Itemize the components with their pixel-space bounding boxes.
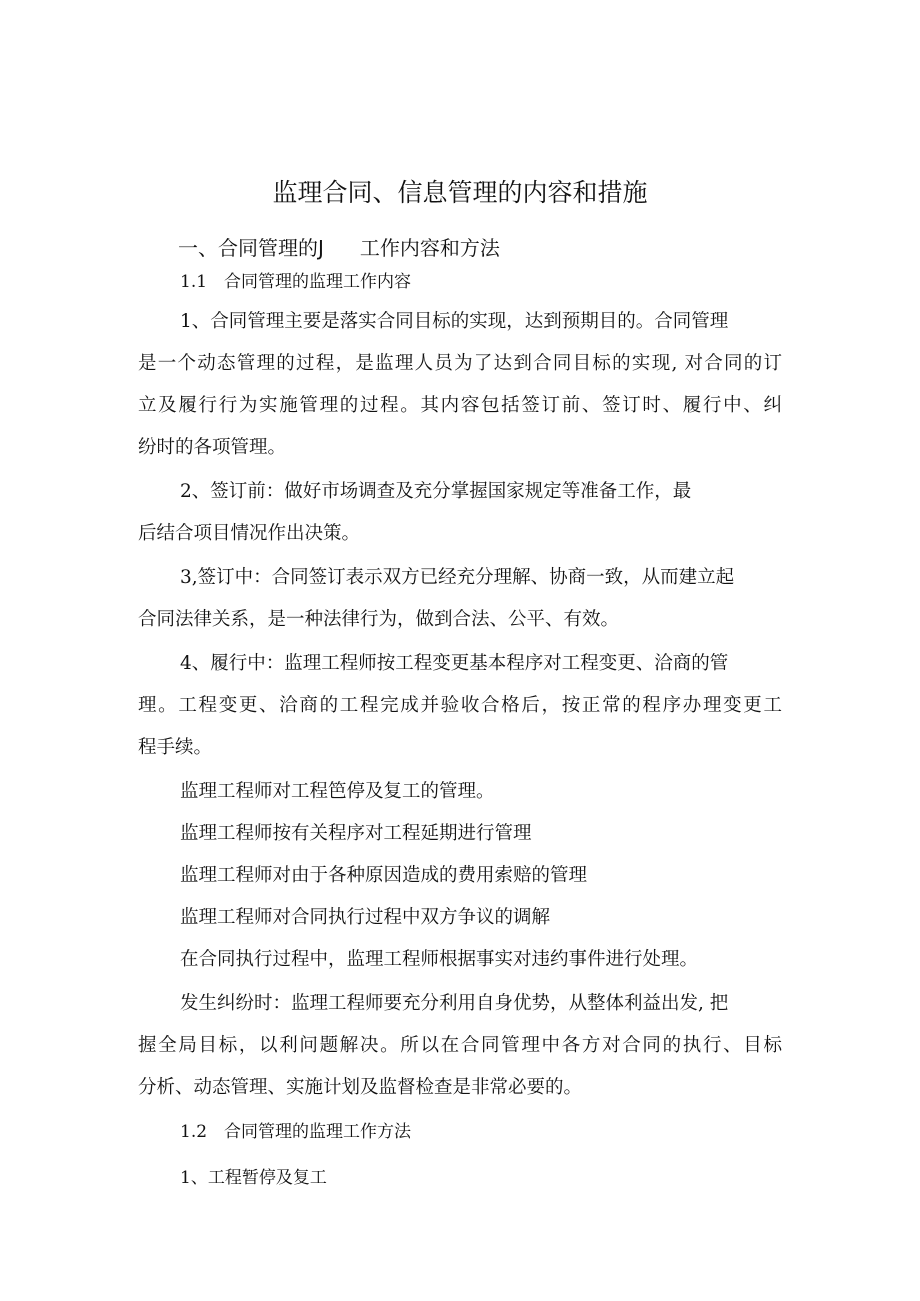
- paragraph-5-line-3: 分析、动态管理、实施计划及监督检查是非常必要的。: [138, 1077, 583, 1098]
- paragraph-4-line-1: 4、履行中：监理工程师按工程变更基本程序对工程变更、洽商的管: [180, 653, 729, 674]
- subsection-label: 合同管理的监理工作方法: [224, 1122, 411, 1142]
- list-item: 监理工程师对工程笆停及复工的管理。: [180, 781, 495, 802]
- list-item: 监理工程师对由于各种原因造成的费用索赔的管理: [180, 865, 588, 886]
- section-heading-1-part-a: 一、合同管理的J: [178, 236, 324, 260]
- paragraph-1-line-2: 是一个动态管理的过程，是监理人员为了达到合同目标的实现, 对合同的订: [138, 353, 782, 374]
- paragraph-1-line-1: 1、合同管理主要是落实合同目标的实现，达到预期目的。合同管理: [180, 311, 729, 332]
- subsection-number: 1.2: [180, 1122, 208, 1142]
- subsection-heading-1-1: [180, 266, 824, 298]
- paragraph-1-line-4: 纷时的各项管理。: [138, 437, 287, 458]
- paragraph-4-line-2: 理。工程变更、洽商的工程完成并验收合格后，按正常的程序办理变更工: [138, 695, 782, 716]
- list-item: 监理工程师对合同执行过程中双方争议的调解: [180, 907, 551, 928]
- subsection-number: 1.1: [180, 272, 208, 292]
- paragraph-1-line-3: 立及履行行为实施管理的过程。其内容包括签订前、签订时、履行中、纠: [138, 395, 782, 416]
- subsection-heading-1-2: [180, 1116, 824, 1148]
- paragraph-3-line-1: 3,签订中：合同签订表示双方已经充分理解、协商一致，从而建立起: [180, 567, 735, 588]
- list-item: 在合同执行过程中，监理工程师根据事实对违约事件进行处理。: [180, 949, 699, 970]
- section-heading-1-part-b: 工作内容和方法: [359, 236, 500, 260]
- paragraph-4-line-3: 程手续。: [138, 737, 213, 758]
- paragraph-5-line-2: 握全局目标，以利问题解决。所以在合同管理中各方对合同的执行、目标: [138, 1035, 782, 1056]
- section-heading-1: [178, 233, 500, 263]
- subsection-label: 合同管理的监理工作内容: [224, 272, 411, 292]
- paragraph-2-line-2: 后结合项目情况作出决策。: [138, 523, 361, 544]
- paragraph-3-line-2: 合同法律关系，是一种法律行为，做到合法、公平、有效。: [138, 609, 620, 630]
- paragraph-2-line-1: 2、签订前：做好市场调查及充分掌握国家规定等准备工作，最: [180, 481, 692, 502]
- paragraph-5-line-1: 发生纠纷时：监理工程师要充分利用自身优势，从整体利益出发, 把: [180, 993, 729, 1014]
- list-item: 监理工程师按有关程序对工程延期进行管理: [180, 823, 532, 844]
- document-title: 监理合同、信息管理的内容和措施: [272, 178, 648, 207]
- method-item-1: 1、工程暂停及复工: [180, 1168, 327, 1188]
